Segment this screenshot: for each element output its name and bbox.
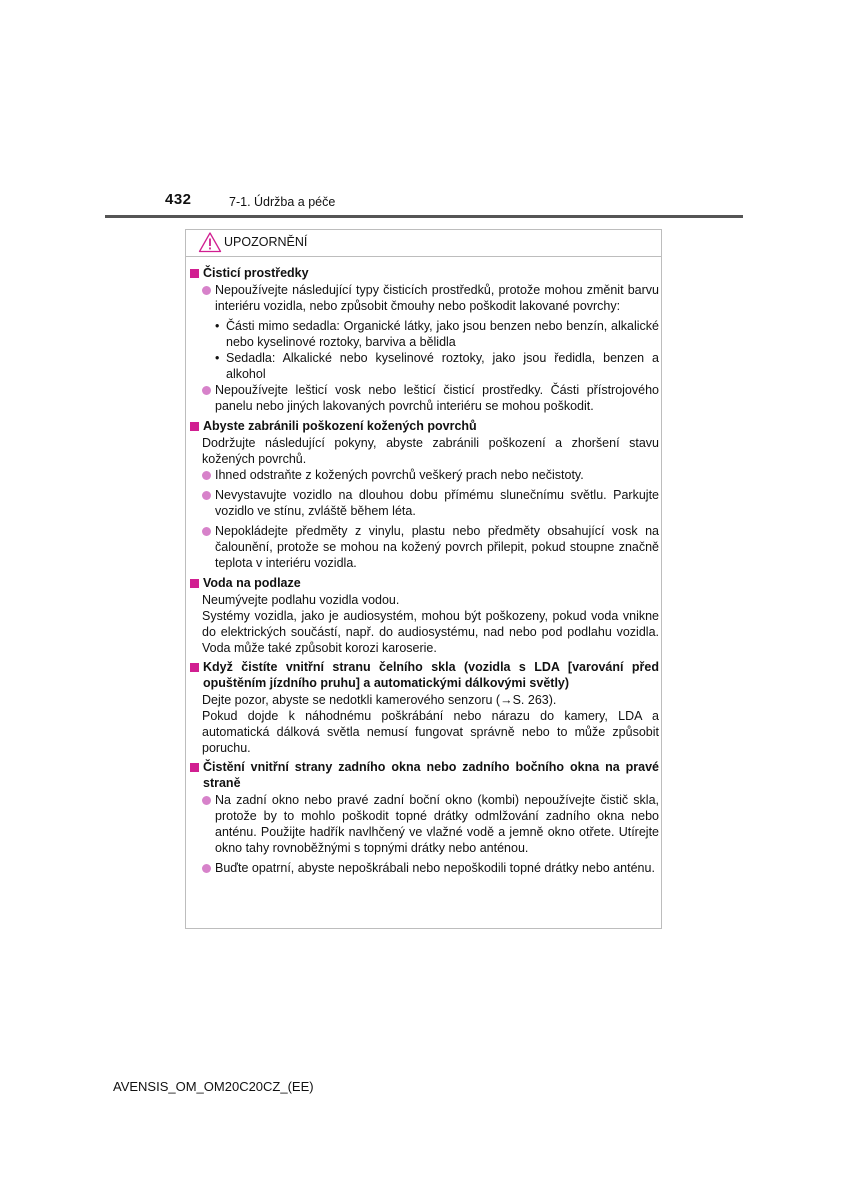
warning-header	[186, 230, 661, 257]
list-item-text: Nepokládejte předměty z vinylu, plastu nebo předměty obsahující vosk na čalounění, protože se mohou na kožený povrch přilepit, pokud stoupne značně teplota v interiéru vozidla.	[215, 524, 659, 570]
section-paragraph: Neumývejte podlahu vozidla vodou.	[202, 593, 400, 607]
circle-bullet-icon	[202, 471, 211, 480]
warning-content	[189, 265, 659, 880]
page-number: 432	[165, 191, 192, 208]
warning-label: UPOZORNĚNÍ	[224, 235, 308, 249]
circle-bullet-icon	[202, 864, 211, 873]
section-heading-text: Voda na podlaze	[203, 576, 301, 590]
list-item	[189, 523, 659, 571]
circle-bullet-icon	[202, 286, 211, 295]
bullet-icon: •	[215, 319, 220, 333]
warning-box	[185, 229, 662, 929]
section-heading	[189, 418, 659, 434]
sub-list-item-text: Sedadla: Alkalické nebo kyselinové roztoky, jako jsou ředidla, benzen a alkohol	[226, 351, 659, 381]
section-heading-text: Abyste zabránili poškození kožených povrchů	[203, 419, 477, 433]
section-heading	[189, 759, 659, 791]
section-heading	[189, 265, 659, 281]
section-heading-text: Čistění vnitřní strany zadního okna nebo zadního bočního okna na pravé straně	[203, 760, 659, 790]
square-bullet-icon	[190, 579, 199, 588]
section-heading	[189, 659, 659, 691]
section-paragraph: Pokud dojde k náhodnému poškrábání nebo nárazu do kamery, LDA a automatická dálková světla nemusí fungovat správně nebo to může způsobit poruchu.	[202, 709, 659, 755]
circle-bullet-icon	[202, 386, 211, 395]
header-divider	[105, 215, 743, 218]
square-bullet-icon	[190, 663, 199, 672]
warning-section	[189, 418, 659, 571]
list-item-text: Nepoužívejte lešticí vosk nebo lešticí čisticí prostředky. Části přístrojového panelu nebo jiných lakovaných povrchů interiéru se mohou poškodit.	[215, 383, 659, 413]
list-item	[189, 487, 659, 519]
warning-section	[189, 659, 659, 756]
list-item	[189, 282, 659, 314]
sub-list-item	[189, 350, 659, 382]
sub-list-item-text: Části mimo sedadla: Organické látky, jako jsou benzen nebo benzín, alkalické nebo kyselinové roztoky, barviva a bělidla	[226, 319, 659, 349]
list-item	[189, 382, 659, 414]
warning-section	[189, 265, 659, 414]
list-item-text: Ihned odstraňte z kožených povrchů veškerý prach nebo nečistoty.	[215, 468, 584, 482]
document-code: AVENSIS_OM_OM20C20CZ_(EE)	[113, 1079, 314, 1094]
sub-list-item	[189, 318, 659, 350]
section-heading	[189, 575, 659, 591]
list-item-text: Na zadní okno nebo pravé zadní boční okno (kombi) nepoužívejte čistič skla, protože by to mohlo poškodit topné drátky odmlžování zadního okna nebo anténu. Použijte hadřík navlhčený ve vlažné vodě a jemně okno otřete. Utírejte okno tahy rovnoběžnými s topnými drátky nebo anténou.	[215, 793, 659, 855]
list-item-text: Nepoužívejte následující typy čisticích prostředků, protože mohou změnit barvu interiéru vozidla, nebo způsobit čmouhy nebo poškodit lakované povrchy:	[215, 283, 659, 313]
warning-section	[189, 759, 659, 876]
square-bullet-icon	[190, 763, 199, 772]
list-item-text: Nevystavujte vozidlo na dlouhou dobu přímému slunečnímu světlu. Parkujte vozidlo ve stínu, zvláště během léta.	[215, 488, 659, 518]
warning-triangle-icon	[198, 231, 222, 253]
warning-section	[189, 575, 659, 656]
list-item	[189, 467, 659, 483]
list-item	[189, 860, 659, 876]
circle-bullet-icon	[202, 527, 211, 536]
circle-bullet-icon	[202, 796, 211, 805]
section-heading-text: Čisticí prostředky	[203, 266, 309, 280]
section-paragraph: Systémy vozidla, jako je audiosystém, mohou být poškozeny, pokud voda vnikne do elektrických součástí, např. do audiosystému, nad nebo pod podlahu vozidla. Voda může také způsobit korozi karoserie.	[202, 609, 659, 655]
bullet-icon: •	[215, 351, 220, 365]
circle-bullet-icon	[202, 491, 211, 500]
square-bullet-icon	[190, 269, 199, 278]
square-bullet-icon	[190, 422, 199, 431]
section-title: 7-1. Údržba a péče	[229, 195, 336, 209]
section-paragraph: Dejte pozor, abyste se nedotkli kamerového senzoru (→S. 263).	[202, 693, 557, 707]
section-heading-text: Když čistíte vnitřní stranu čelního skla (vozidla s LDA [varování před opuštěním jízdního pruhu] a automatickými dálkovými světly)	[203, 660, 659, 690]
section-paragraph: Dodržujte následující pokyny, abyste zabránili poškození a zhoršení stavu kožených povrchů.	[202, 436, 659, 466]
list-item-text: Buďte opatrní, abyste nepoškrábali nebo nepoškodili topné drátky nebo anténu.	[215, 861, 655, 875]
list-item	[189, 792, 659, 856]
